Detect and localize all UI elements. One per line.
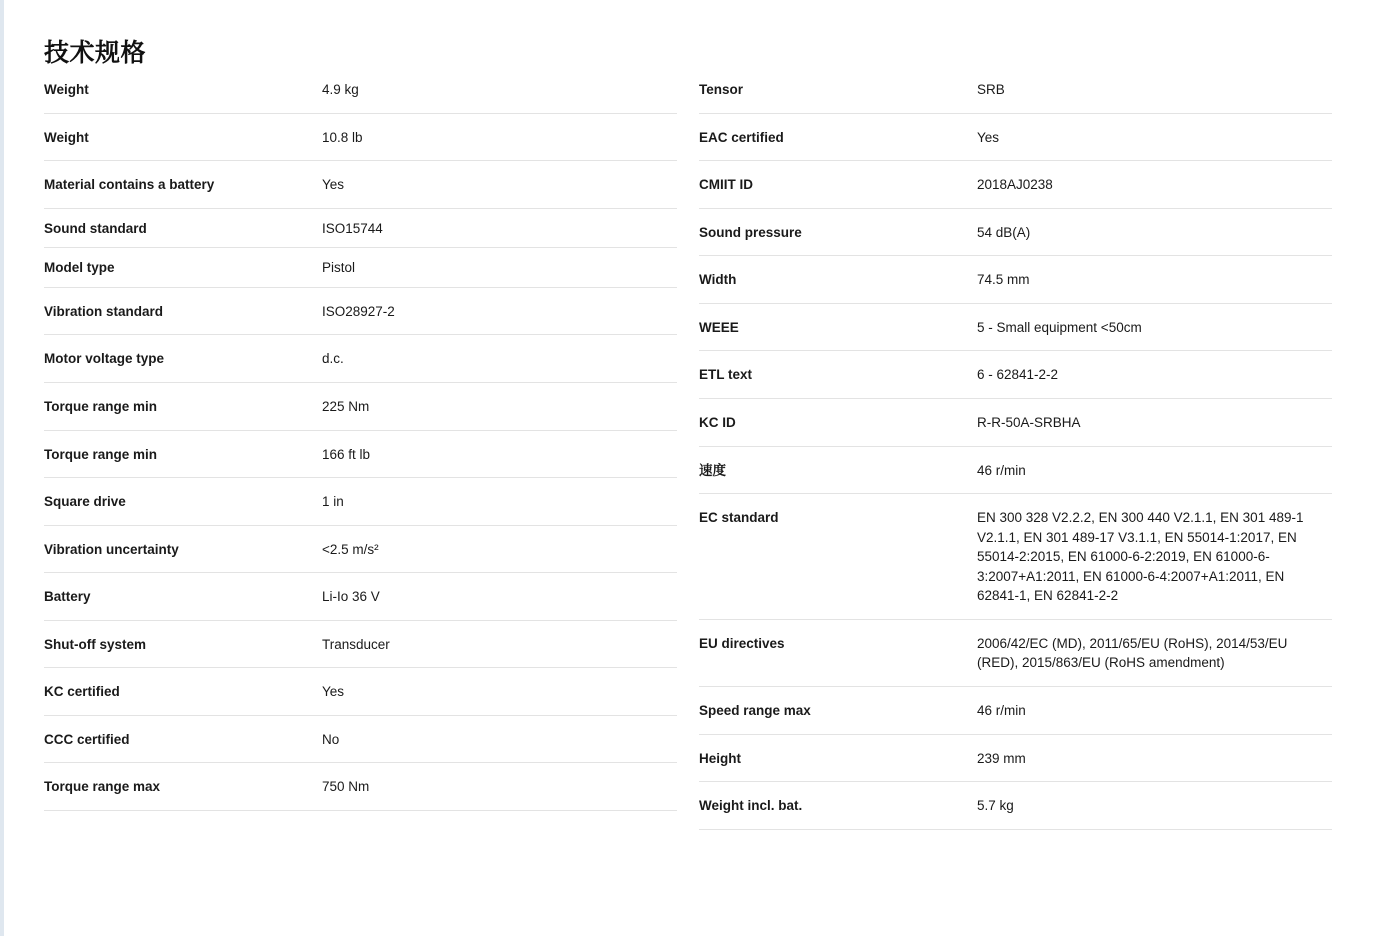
- spec-row: [699, 66, 1332, 114]
- specifications-columns: [44, 66, 1332, 830]
- spec-row: [44, 66, 677, 114]
- spec-row: [44, 288, 677, 336]
- spec-row: [699, 687, 1332, 735]
- spec-label: Tensor: [699, 82, 744, 97]
- spec-label: EU directives: [699, 635, 785, 651]
- spec-label: Weight: [44, 82, 89, 97]
- spec-label: Sound pressure: [699, 224, 802, 240]
- spec-row: [44, 621, 677, 669]
- spec-value: <2.5 m/s²: [322, 541, 379, 557]
- spec-label: Height: [699, 750, 741, 766]
- spec-label: CCC certified: [44, 731, 130, 747]
- spec-row: [699, 256, 1332, 304]
- spec-value: 54 dB(A): [977, 224, 1031, 240]
- spec-value: Pistol: [322, 260, 356, 276]
- spec-value: 2018AJ0238: [977, 177, 1053, 193]
- spec-row: [44, 526, 677, 574]
- spec-value: 750 Nm: [322, 779, 370, 795]
- spec-label: Vibration uncertainty: [44, 541, 179, 557]
- spec-label: Speed range max: [699, 703, 811, 718]
- spec-value: ISO15744: [322, 220, 383, 236]
- spec-row: [699, 304, 1332, 352]
- spec-label: EAC certified: [699, 129, 784, 145]
- spec-row: [699, 735, 1332, 783]
- spec-label: Model type: [44, 260, 115, 276]
- spec-value: No: [322, 731, 340, 747]
- spec-row: [699, 351, 1332, 399]
- spec-row: [44, 383, 677, 431]
- spec-row: [699, 209, 1332, 257]
- spec-value: SRB: [977, 82, 1005, 97]
- spec-label: Shut-off system: [44, 636, 147, 652]
- spec-value: 1 in: [322, 494, 344, 510]
- spec-row: [699, 494, 1332, 620]
- spec-row: [44, 335, 677, 383]
- page-title: 技术规格: [44, 38, 147, 67]
- spec-label: KC certified: [44, 684, 120, 700]
- spec-value: 166 ft lb: [322, 446, 371, 462]
- spec-label: Torque range min: [44, 446, 158, 462]
- spec-value: Yes: [977, 129, 1000, 145]
- spec-value: EN 300 328 V2.2.2, EN 300 440 V2.1.1, EN 301 489-1 V2.1.1, EN 301 489-17 V3.1.1, EN 55014-1:2017, EN 55014-2:2015, EN 61000-6-2:2019, EN 61000-6-3:2007+A1:2011, EN 61000-6-4:2007+A1:2011, EN 62841-1, EN 62841-2-2: [977, 510, 1304, 604]
- spec-label: Vibration standard: [44, 303, 164, 319]
- spec-label: 速度: [699, 462, 726, 478]
- spec-value: 10.8 lb: [322, 129, 363, 145]
- spec-label: Torque range max: [44, 779, 161, 795]
- spec-label: Torque range min: [44, 398, 158, 414]
- spec-row: [699, 399, 1332, 447]
- spec-row: [44, 431, 677, 479]
- spec-label: Width: [699, 272, 737, 288]
- spec-value: 4.9 kg: [322, 82, 359, 97]
- spec-value: 5 - Small equipment <50cm: [977, 319, 1142, 335]
- spec-value: Transducer: [322, 636, 390, 652]
- spec-label: WEEE: [699, 319, 739, 335]
- spec-value: R-R-50A-SRBHA: [977, 414, 1081, 430]
- spec-label: Weight: [44, 129, 89, 145]
- spec-label: EC standard: [699, 510, 779, 526]
- specifications-column-left: [44, 66, 677, 830]
- spec-value: Yes: [322, 177, 345, 193]
- spec-label: Material contains a battery: [44, 177, 215, 193]
- spec-row: [44, 209, 677, 249]
- spec-row: [699, 620, 1332, 687]
- specifications-column-right: [699, 66, 1332, 830]
- spec-row: [44, 763, 677, 811]
- spec-value: 225 Nm: [322, 398, 370, 414]
- spec-value: 2006/42/EC (MD), 2011/65/EU (RoHS), 2014/53/EU (RED), 2015/863/EU (RoHS amendment): [977, 635, 1288, 671]
- spec-row: [699, 782, 1332, 830]
- spec-value: 5.7 kg: [977, 798, 1014, 814]
- spec-value: 74.5 mm: [977, 272, 1030, 288]
- spec-value: 46 r/min: [977, 462, 1026, 478]
- spec-value: ISO28927-2: [322, 303, 395, 319]
- spec-label: KC ID: [699, 414, 736, 430]
- spec-row: [44, 248, 677, 288]
- spec-row: [44, 478, 677, 526]
- spec-row: [699, 447, 1332, 495]
- spec-label: CMIIT ID: [699, 177, 753, 193]
- spec-value: 46 r/min: [977, 703, 1026, 718]
- spec-row: [44, 668, 677, 716]
- spec-value: Li-Io 36 V: [322, 589, 380, 605]
- spec-row: [44, 573, 677, 621]
- spec-value: Yes: [322, 684, 345, 700]
- spec-label: Sound standard: [44, 220, 147, 236]
- spec-row: [44, 161, 677, 209]
- spec-label: Battery: [44, 589, 91, 605]
- spec-label: Motor voltage type: [44, 351, 165, 367]
- spec-row: [44, 716, 677, 764]
- spec-row: [44, 114, 677, 162]
- spec-label: Weight incl. bat.: [699, 798, 803, 814]
- spec-label: ETL text: [699, 367, 753, 383]
- spec-row: [699, 161, 1332, 209]
- page-left-accent-rule: [0, 0, 4, 936]
- spec-value: 239 mm: [977, 750, 1026, 766]
- spec-label: Square drive: [44, 494, 126, 510]
- spec-row: [699, 114, 1332, 162]
- spec-value: 6 - 62841-2-2: [977, 367, 1059, 383]
- spec-value: d.c.: [322, 351, 344, 367]
